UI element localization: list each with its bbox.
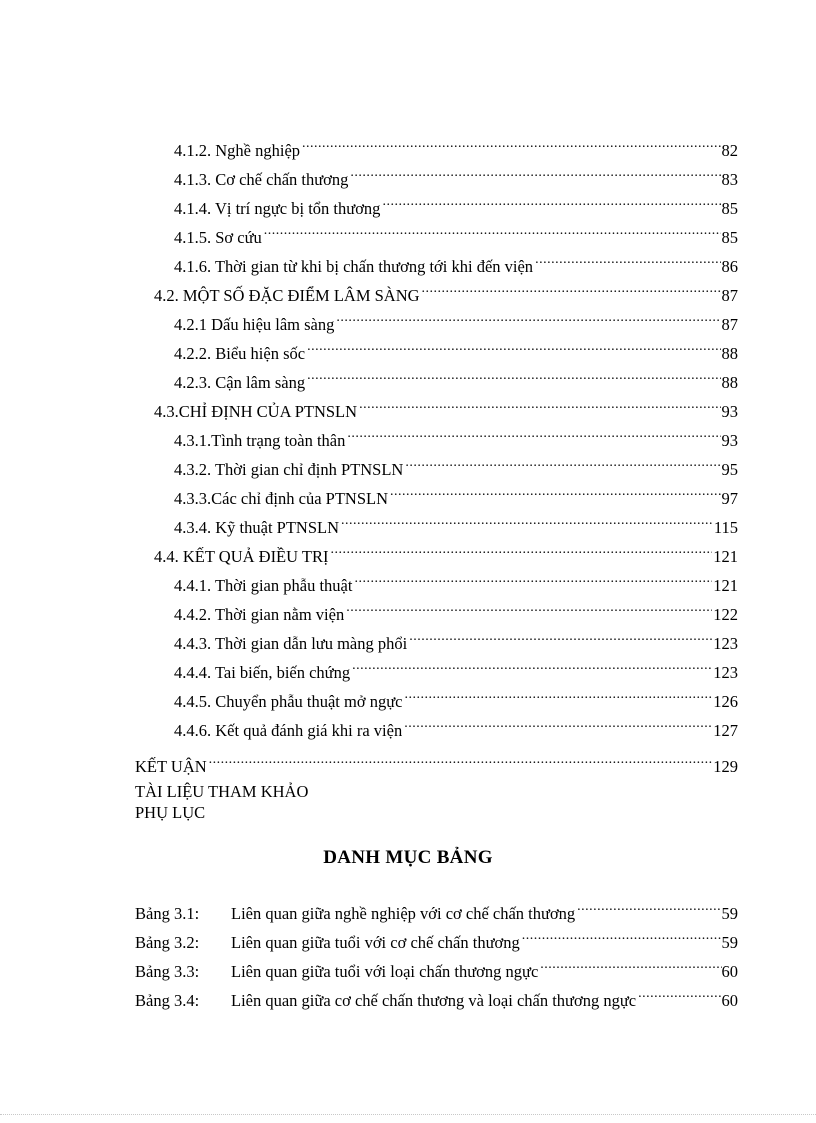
dot-leader bbox=[354, 567, 712, 591]
toc-entry-page: 86 bbox=[721, 257, 738, 276]
toc-entry-label: 4.1.6. Thời gian từ khi bị chấn thương tới khi đến viện bbox=[174, 257, 534, 276]
dot-leader bbox=[577, 895, 721, 919]
toc-entry-label: 4.4.3. Thời gian dẫn lưu màng phổi bbox=[174, 634, 408, 653]
dot-leader bbox=[307, 364, 720, 388]
toc-entry-page: 127 bbox=[713, 721, 738, 740]
toc-entry[interactable] bbox=[174, 451, 738, 479]
toc-entry-label: 4.3.4. Kỹ thuật PTNSLN bbox=[174, 518, 339, 537]
dot-leader bbox=[330, 538, 712, 562]
toc-entry-page: 97 bbox=[721, 489, 738, 508]
toc-entry-page: 85 bbox=[721, 228, 738, 247]
table-page: 60 bbox=[721, 991, 738, 1010]
dot-leader bbox=[382, 190, 720, 214]
table-title: Liên quan giữa nghề nghiệp với cơ chế chấn thương bbox=[231, 904, 576, 923]
toc-entry-page: 121 bbox=[713, 547, 738, 566]
dot-leader bbox=[350, 161, 720, 185]
toc-entry-page: 93 bbox=[721, 402, 738, 421]
toc-entry-label: 4.2.2. Biểu hiện sốc bbox=[174, 344, 306, 363]
dot-leader bbox=[522, 924, 722, 948]
toc-entry-label: 4.2.3. Cận lâm sàng bbox=[174, 373, 306, 392]
toc-entry-label: 4.1.5. Sơ cứu bbox=[174, 228, 262, 247]
dot-leader bbox=[336, 306, 720, 330]
toc-entry-page: 123 bbox=[713, 663, 738, 682]
table-list-entry[interactable] bbox=[135, 924, 738, 952]
toc-entry-label: KẾT UẬN bbox=[135, 757, 207, 776]
toc-entry[interactable] bbox=[174, 625, 738, 653]
page-edge-divider bbox=[0, 1114, 816, 1115]
toc-entry[interactable] bbox=[174, 335, 738, 363]
toc-entry-label: 4.2.1 Dấu hiệu lâm sàng bbox=[174, 315, 335, 334]
toc-entry-label: 4.3.CHỈ ĐỊNH CỦA PTNSLN bbox=[154, 402, 358, 421]
toc-entry-page: 82 bbox=[721, 141, 738, 160]
toc-entry-page: 129 bbox=[713, 757, 738, 776]
dot-leader bbox=[404, 712, 712, 736]
table-list-entry[interactable] bbox=[135, 895, 738, 923]
toc-entry-appendix[interactable]: PHỤ LỤC bbox=[135, 803, 206, 822]
toc-entry-page: 83 bbox=[721, 170, 738, 189]
toc-entry[interactable] bbox=[174, 712, 738, 740]
toc-entry-label: 4.1.3. Cơ chế chấn thương bbox=[174, 170, 349, 189]
toc-entry-label: 4.3.3.Các chỉ định của PTNSLN bbox=[174, 489, 389, 508]
table-title: Liên quan giữa tuổi với loại chấn thương ngực bbox=[231, 962, 539, 981]
toc-entry-page: 115 bbox=[713, 518, 738, 537]
toc-entry-label: 4.2. MỘT SỐ ĐẶC ĐIỂM LÂM SÀNG bbox=[154, 286, 420, 305]
toc-entry[interactable] bbox=[174, 248, 738, 276]
toc-entry-label: 4.4.6. Kết quả đánh giá khi ra viện bbox=[174, 721, 403, 740]
toc-entry-label: 4.1.2. Nghề nghiệp bbox=[174, 141, 301, 160]
dot-leader bbox=[209, 748, 713, 772]
toc-entry-page: 122 bbox=[713, 605, 738, 624]
toc-entry[interactable] bbox=[174, 161, 738, 189]
toc-entry-label: 4.1.4. Vị trí ngực bị tổn thương bbox=[174, 199, 381, 218]
table-title: Liên quan giữa tuổi với cơ chế chấn thương bbox=[231, 933, 520, 952]
table-id: Bảng 3.2: bbox=[135, 933, 200, 952]
toc-entry-label: 4.4.2. Thời gian nằm viện bbox=[174, 605, 345, 624]
dot-leader bbox=[347, 422, 720, 446]
dot-leader bbox=[390, 480, 720, 504]
dot-leader bbox=[405, 451, 720, 475]
toc-entry-references[interactable]: TÀI LIỆU THAM KHẢO bbox=[135, 782, 309, 801]
toc-entry[interactable] bbox=[174, 596, 738, 624]
toc-entry-page: 88 bbox=[721, 373, 738, 392]
table-id: Bảng 3.1: bbox=[135, 904, 200, 923]
toc-entry-label: 4.4.4. Tai biến, biến chứng bbox=[174, 663, 351, 682]
toc-entry-page: 85 bbox=[721, 199, 738, 218]
toc-entry[interactable] bbox=[154, 277, 738, 305]
table-list-entry[interactable] bbox=[135, 953, 738, 981]
tables-list-heading: DANH MỤC BẢNG bbox=[323, 847, 493, 868]
toc-entry-label: 4.4.1. Thời gian phẫu thuật bbox=[174, 576, 353, 595]
table-page: 59 bbox=[721, 933, 738, 952]
table-id: Bảng 3.3: bbox=[135, 962, 200, 981]
toc-entry[interactable] bbox=[174, 683, 738, 711]
dot-leader bbox=[540, 953, 721, 977]
toc-entry[interactable] bbox=[174, 364, 738, 392]
dot-leader bbox=[264, 219, 721, 243]
toc-entry-label: 4.4.5. Chuyển phẫu thuật mở ngực bbox=[174, 692, 403, 711]
table-title: Liên quan giữa cơ chế chấn thương và loại chấn thương ngực bbox=[231, 991, 637, 1010]
toc-entry[interactable] bbox=[174, 132, 738, 160]
toc-entry-page: 121 bbox=[713, 576, 738, 595]
toc-entry-label: 4.3.1.Tình trạng toàn thân bbox=[174, 431, 346, 450]
toc-entry[interactable] bbox=[174, 509, 738, 537]
toc-entry[interactable] bbox=[174, 480, 738, 508]
toc-entry[interactable] bbox=[174, 567, 738, 595]
toc-entry[interactable] bbox=[174, 422, 738, 450]
toc-entry-page: 93 bbox=[721, 431, 738, 450]
toc-entry-label: 4.3.2. Thời gian chỉ định PTNSLN bbox=[174, 460, 404, 479]
table-list-entry[interactable] bbox=[135, 982, 738, 1010]
toc-entry[interactable] bbox=[174, 306, 738, 334]
toc-entry[interactable] bbox=[174, 219, 738, 247]
table-page: 59 bbox=[721, 904, 738, 923]
toc-entry[interactable] bbox=[154, 393, 738, 421]
toc-entry-page: 87 bbox=[721, 315, 738, 334]
table-id: Bảng 3.4: bbox=[135, 991, 200, 1010]
toc-entry-page: 87 bbox=[721, 286, 738, 305]
dot-leader bbox=[422, 277, 721, 301]
dot-leader bbox=[341, 509, 713, 533]
toc-entry[interactable] bbox=[154, 538, 738, 566]
dot-leader bbox=[404, 683, 712, 707]
table-page: 60 bbox=[721, 962, 738, 981]
toc-entry[interactable] bbox=[174, 190, 738, 218]
dot-leader bbox=[352, 654, 712, 678]
toc-entry-page: 88 bbox=[721, 344, 738, 363]
dot-leader bbox=[302, 132, 720, 156]
dot-leader bbox=[638, 982, 721, 1006]
toc-entry-conclusion[interactable] bbox=[135, 748, 738, 776]
dot-leader bbox=[535, 248, 720, 272]
dot-leader bbox=[359, 393, 720, 417]
toc-entry-page: 126 bbox=[713, 692, 738, 711]
toc-entry-label: 4.4. KẾT QUẢ ĐIỀU TRỊ bbox=[154, 547, 329, 566]
dot-leader bbox=[409, 625, 712, 649]
dot-leader bbox=[307, 335, 720, 359]
toc-entry[interactable] bbox=[174, 654, 738, 682]
toc-entry-page: 95 bbox=[721, 460, 738, 479]
dot-leader bbox=[346, 596, 712, 620]
toc-entry-page: 123 bbox=[713, 634, 738, 653]
